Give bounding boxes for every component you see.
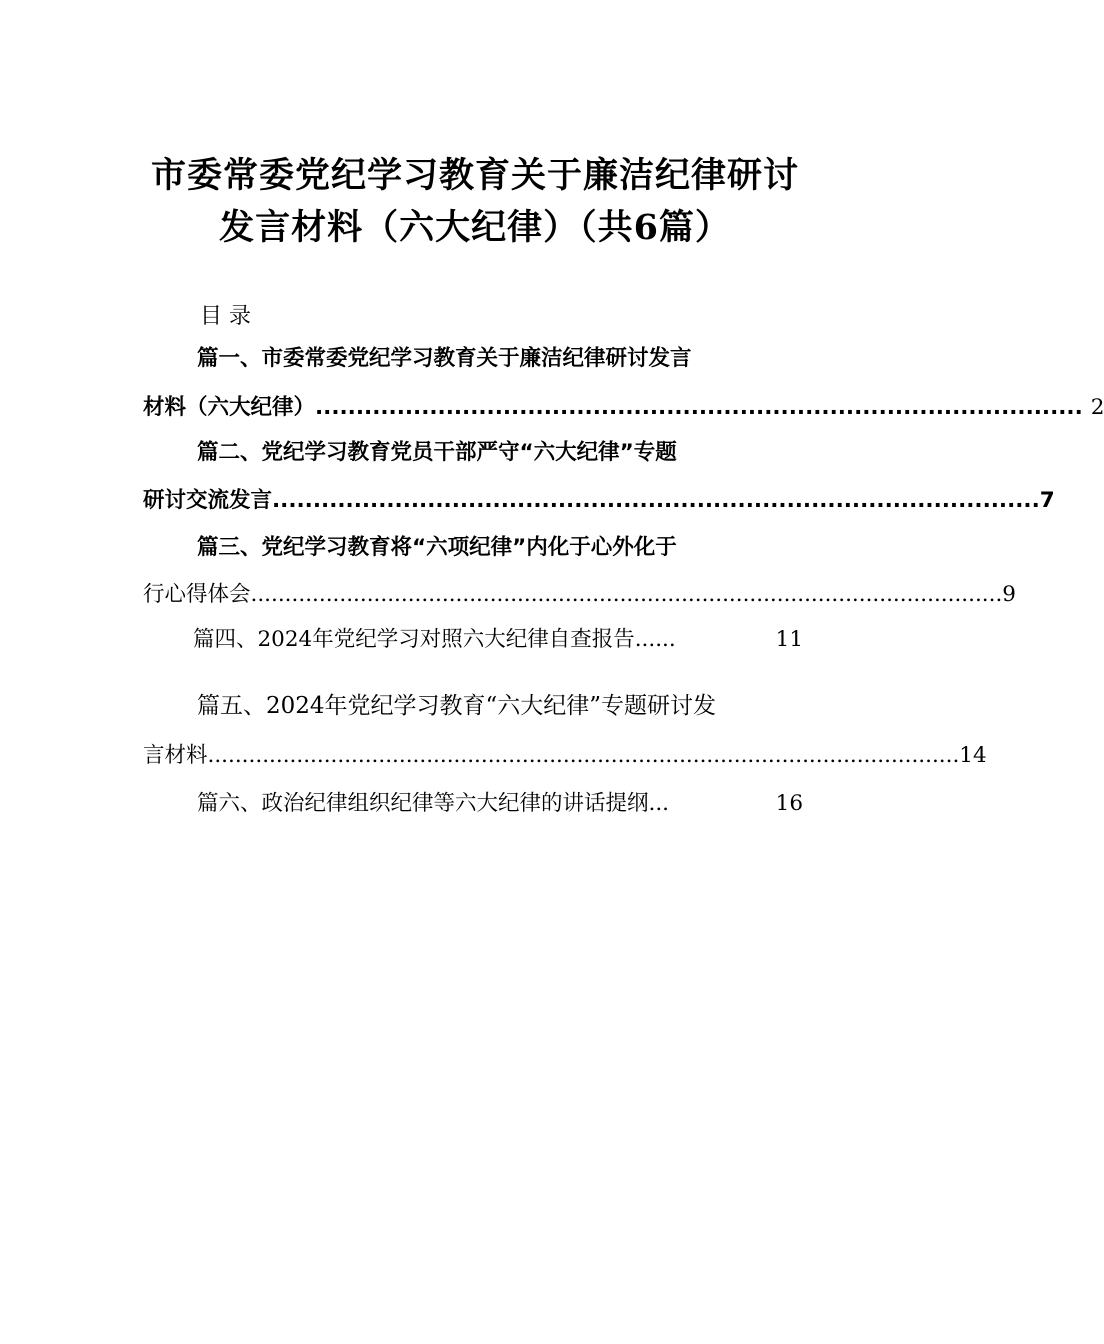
toc-leader-dots: .............................................................................................. <box>315 395 1083 420</box>
toc-entry-1-title: 材料（六大纪律） <box>143 395 316 420</box>
document-title-line-2: 发言材料（六大纪律）（共6篇） <box>219 207 731 248</box>
toc-leader-dots: ... <box>648 791 670 816</box>
toc-leader-dots: .............................................................................................. <box>272 488 1040 513</box>
toc-entry-6-title: 篇六、政治纪律组织纪律等六大纪律的讲话提纲 <box>197 791 649 816</box>
toc-entry-5-line-1[interactable]: 篇五、2024年党纪学习教育“六大纪律”专题研讨发 <box>197 693 717 719</box>
toc-entry-2-page: 7 <box>1039 488 1055 513</box>
toc-entry-4-title: 篇四、2024年党纪学习对照六大纪律自查报告 <box>193 627 635 652</box>
toc-entry-3-title: 行心得体会 <box>143 582 251 607</box>
toc-leader-dots: .............................................................................................................. <box>207 743 960 768</box>
toc-entry-4[interactable] <box>193 625 803 655</box>
toc-entry-2-line-2[interactable] <box>143 486 1055 516</box>
toc-entry-1-line-2[interactable] <box>143 393 1104 423</box>
toc-entry-5-title: 言材料 <box>143 743 208 768</box>
toc-entry-3-page: 9 <box>1002 582 1016 607</box>
toc-entry-6[interactable] <box>197 789 803 819</box>
toc-entry-5-page: 14 <box>959 743 987 768</box>
toc-entry-4-page: 11 <box>775 627 803 652</box>
toc-entry-3-line-1[interactable]: 篇三、党纪学习教育将“六项纪律”内化于心外化于 <box>197 535 677 560</box>
toc-entry-2-title: 研讨交流发言 <box>143 488 273 513</box>
toc-entry-2-line-1[interactable]: 篇二、党纪学习教育党员干部严守“六大纪律”专题 <box>197 440 677 465</box>
toc-entry-1-page: 2 <box>1090 395 1104 420</box>
toc-entry-1-line-1[interactable]: 篇一、市委常委党纪学习教育关于廉洁纪律研讨发言 <box>197 346 692 371</box>
toc-entry-6-page: 16 <box>775 791 803 816</box>
document-title-line-1: 市委常委党纪学习教育关于廉洁纪律研讨 <box>150 155 799 196</box>
toc-entry-3-line-2[interactable] <box>143 580 1016 610</box>
toc-leader-dots: .............................................................................................................. <box>250 582 1003 607</box>
toc-entry-5-line-2[interactable] <box>143 741 987 771</box>
toc-heading: 目 录 <box>200 304 251 329</box>
toc-leader-dots: ...... <box>634 627 676 652</box>
